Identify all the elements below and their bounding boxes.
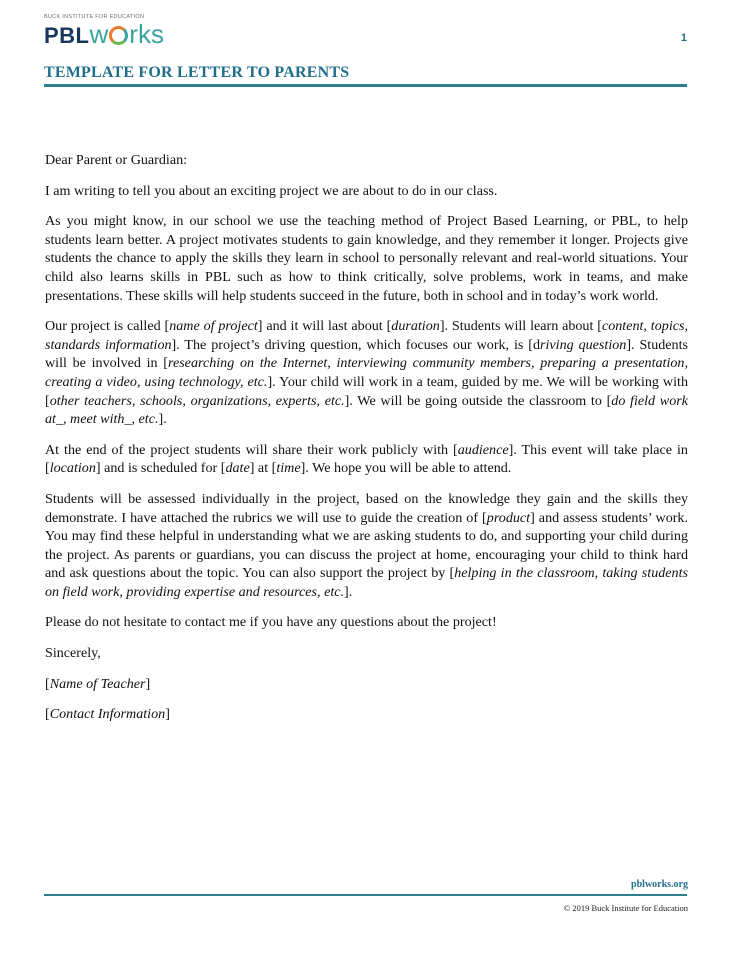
- contact-paragraph: Please do not hesitate to contact me if you have any questions about the project!: [45, 614, 497, 631]
- text-segment: Our project is called [: [45, 318, 170, 335]
- event-paragraph: [45, 441, 688, 478]
- bracket-close: ]: [165, 706, 170, 723]
- placeholder-audience: audience: [457, 441, 509, 458]
- document-title: TEMPLATE FOR LETTER TO PARENTS: [44, 64, 350, 81]
- placeholder-partners: other teachers, schools, organizations, experts, etc.: [49, 392, 345, 409]
- contact-info-line: [45, 705, 688, 724]
- text-segment: ]. We will be going outside the classroom to [: [344, 392, 612, 409]
- text-segment: ] and it will last about [: [257, 318, 392, 335]
- placeholder-content: content, topics, standards information: [45, 318, 688, 353]
- placeholder-time: time: [276, 460, 301, 477]
- text-segment: ] and is scheduled for [: [95, 460, 226, 477]
- text-segment: ]. Students will learn about [: [439, 318, 602, 335]
- logo-tagline: BUCK INSTITUTE FOR EDUCATION: [44, 14, 145, 20]
- text-segment: At the end of the project students will share their work publicly with [: [45, 441, 458, 458]
- placeholder-product: product: [486, 509, 531, 526]
- placeholder-activities: researching on the Internet, interviewing community members, preparing a presentation, creating a video, using technology, etc.: [45, 355, 688, 390]
- placeholder-field-work: do field work at_, meet with_, etc.: [45, 392, 688, 428]
- logo-w-text: w: [89, 19, 109, 49]
- copyright: © 2019 Buck Institute for Education: [563, 903, 688, 913]
- placeholder-location: location: [49, 460, 96, 477]
- text-segment: ]. Students will be involved in [: [45, 336, 689, 372]
- footer-divider: [44, 894, 687, 896]
- text-segment: Students will be assessed individually in the project, based on the knowledge they gain and the skills they demonstrate. I have attached the rubrics we will use to guide the creation of [: [45, 490, 688, 526]
- logo-pbl-text: PBL: [44, 23, 90, 48]
- placeholder-date: date: [225, 460, 250, 477]
- text-segment: ] and assess students’ work. You may find these helpful in understanding what we are asking students to do, and supporting your child during the project. As parents or guardians, you can discuss the project at home, encouraging your child to think hard and ask questions about the topic. You can also support the project by [: [45, 509, 689, 582]
- placeholder-teacher-name: Name of Teacher: [49, 675, 146, 692]
- page-header: [44, 14, 687, 48]
- placeholder-project-name: name of project: [169, 318, 258, 335]
- bracket-open: [: [45, 675, 50, 692]
- placeholder-duration: duration: [391, 318, 440, 335]
- title-divider: [44, 84, 687, 87]
- intro-paragraph: I am writing to tell you about an exciting project we are about to do in our class.: [45, 182, 498, 199]
- placeholder-support: helping in the classroom, taking students on field work, providing expertise and resources, etc.: [45, 565, 688, 600]
- pbl-paragraph: As you might know, in our school we use the teaching method of Project Based Learning, or PBL, to help students learn better. A project motivates students to gain knowledge, and they remember it longer. Projects give students the chance to apply the skills they learn in school to personally relevant and real-world situations. Your child also learns skills in PBL such as how to think critically, solve problems, work in teams, and make presentations. These skills will help students succeed in the future, both in school and in today’s work world.: [45, 213, 688, 304]
- placeholder-driving-question: riving question: [540, 336, 627, 353]
- text-segment: ]. This event will take place in [: [45, 441, 688, 477]
- assessment-paragraph: [45, 490, 688, 602]
- footer-url: pblworks.org: [631, 879, 688, 890]
- bracket-close: ]: [145, 675, 151, 692]
- text-segment: ] at [: [249, 460, 277, 477]
- page-number: 1: [680, 32, 687, 44]
- text-segment: ]. Your child will work in a team, guided by me. We will be working with [: [45, 373, 688, 409]
- project-paragraph: [45, 317, 688, 429]
- text-segment: ].: [158, 411, 167, 428]
- teacher-name-line: [45, 675, 688, 694]
- text-segment: ]. The project’s driving question, which focuses our work, is [d: [171, 336, 541, 353]
- text-segment: ]. We hope you will be able to attend.: [300, 460, 512, 477]
- closing: Sincerely,: [45, 645, 101, 662]
- letter-body: [45, 151, 688, 736]
- text-segment: ].: [344, 583, 353, 600]
- pblworks-logo: [44, 20, 164, 48]
- placeholder-contact-info: Contact Information: [49, 706, 166, 723]
- bracket-open: [: [45, 706, 50, 723]
- logo-rks-text: rks: [129, 19, 164, 49]
- logo-circle-icon: [109, 26, 128, 45]
- salutation: Dear Parent or Guardian:: [45, 152, 188, 168]
